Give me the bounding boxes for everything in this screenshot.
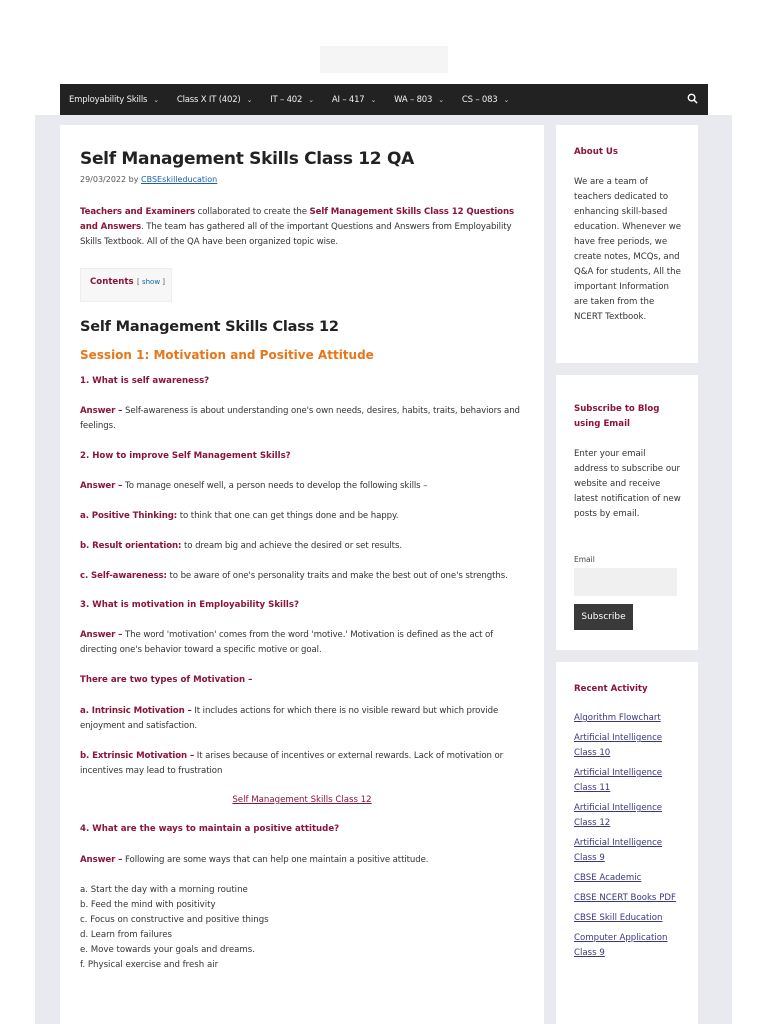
main-navbar xyxy=(60,84,708,115)
intro-highlight: Teachers and Examiners xyxy=(80,207,196,217)
recent-links-list xyxy=(574,711,682,966)
motivation-text: It arises because of incentives or external rewards. Lack of motivation or incentives may lead to frustration xyxy=(80,751,504,776)
post-meta xyxy=(80,175,217,184)
intro-highlight: Self Management Skills Class 12 Questions and Answers xyxy=(80,207,515,232)
search-icon[interactable] xyxy=(687,93,698,104)
recent-link[interactable]: Algorithm Flowchart xyxy=(574,713,661,723)
answer-2 xyxy=(80,479,528,494)
chevron-down-icon: ⌄ xyxy=(246,95,253,104)
answer-label: Answer – xyxy=(80,630,123,640)
table-of-contents xyxy=(80,268,172,302)
answer-3 xyxy=(80,628,528,658)
chevron-down-icon: ⌄ xyxy=(370,95,377,104)
skill-label: a. Positive Thinking: xyxy=(80,511,178,521)
nav-item-ai-417[interactable] xyxy=(323,84,385,115)
intrinsic-motivation xyxy=(80,704,528,734)
nav-item-label: IT – 402 xyxy=(270,94,303,105)
nav-item-label: WA – 803 xyxy=(394,94,433,105)
nav-item-label: CS – 083 xyxy=(461,94,498,105)
nav-item-wa-803[interactable] xyxy=(385,84,453,115)
post-date: 29/03/2022 xyxy=(80,175,127,184)
question-2: 2. How to improve Self Management Skills? xyxy=(80,451,291,461)
skill-text: to think that one can get things done and be happy. xyxy=(177,511,399,521)
list-item: a. Start the day with a morning routine xyxy=(80,885,248,895)
motivation-label: b. Extrinsic Motivation – xyxy=(80,751,195,761)
answer-text: Self-awareness is about understanding one's own needs, desires, habits, traits, behaviors and feelings. xyxy=(80,406,520,431)
answer-label: Answer – xyxy=(80,481,123,491)
page-title: Self Management Skills Class 12 QA xyxy=(80,149,414,169)
recent-link[interactable]: Artificial Intelligence Class 12 xyxy=(574,803,663,828)
nav-item-label: Employability Skills xyxy=(69,94,148,105)
about-text: We are a team of teachers dedicated to enhancing skill-based education. Whenever we have free periods, we create notes, MCQs, and Q&A for students, All the important Information are taken from the NCERT Textbook. xyxy=(574,177,682,322)
nav-item-it-402[interactable] xyxy=(261,84,323,115)
toc-bracket: [ xyxy=(137,278,140,286)
nav-item-class-x-it[interactable] xyxy=(168,84,261,115)
skill-label: c. Self-awareness: xyxy=(80,571,167,581)
extrinsic-motivation xyxy=(80,749,528,779)
chevron-down-icon: ⌄ xyxy=(503,95,510,104)
skill-a xyxy=(80,509,528,524)
answer-label: Answer – xyxy=(80,406,123,416)
list-item: f. Physical exercise and fresh air xyxy=(80,960,219,970)
motivation-types-heading: There are two types of Motivation – xyxy=(80,675,253,685)
subscribe-text: Enter your email address to subscribe our website and receive latest notification of new posts by email. xyxy=(574,449,681,519)
section-heading: Self Management Skills Class 12 xyxy=(80,319,339,335)
list-item: d. Learn from failures xyxy=(80,930,173,940)
nav-item-label: AI – 417 xyxy=(331,94,365,105)
chevron-down-icon: ⌄ xyxy=(308,95,314,104)
skill-text: to be aware of one's personality traits and make the best out of one's strengths. xyxy=(166,571,508,581)
recent-link[interactable]: CBSE NCERT Books PDF xyxy=(574,893,676,903)
list-item: b. Feed the mind with positivity xyxy=(80,900,216,910)
email-field[interactable] xyxy=(574,568,677,596)
nav-item-label: Class X IT (402) xyxy=(176,94,241,105)
nav-item-cs-083[interactable] xyxy=(453,84,518,115)
recent-activity-widget xyxy=(556,662,698,1024)
toc-show-link[interactable]: show xyxy=(141,278,161,286)
recent-link[interactable]: Artificial Intelligence Class 9 xyxy=(574,838,663,863)
chevron-down-icon: ⌄ xyxy=(438,95,444,104)
inline-article-link[interactable]: Self Management Skills Class 12 xyxy=(232,795,372,805)
question-3: 3. What is motivation in Employability Skills? xyxy=(80,600,299,610)
recent-link[interactable]: CBSE Academic xyxy=(574,873,642,883)
chevron-down-icon: ⌄ xyxy=(153,95,159,104)
article-content xyxy=(60,125,544,1024)
recent-link[interactable]: CBSE Skill Education xyxy=(574,913,663,923)
widget-title: Recent Activity xyxy=(574,684,648,694)
answer-label: Answer – xyxy=(80,855,123,865)
recent-link[interactable]: Computer Application Class 9 xyxy=(574,933,668,958)
answer-1 xyxy=(80,404,528,434)
skill-label: b. Result orientation: xyxy=(80,541,182,551)
motivation-label: a. Intrinsic Motivation – xyxy=(80,706,192,716)
recent-link[interactable]: Artificial Intelligence Class 10 xyxy=(574,733,663,758)
email-label: Email xyxy=(574,555,595,564)
answer-text: To manage oneself well, a person needs to develop the following skills – xyxy=(122,481,428,491)
about-us-widget xyxy=(556,125,698,363)
session-heading: Session 1: Motivation and Positive Attitude xyxy=(80,348,374,362)
positive-attitude-list xyxy=(80,883,269,973)
skill-b xyxy=(80,539,528,554)
subscribe-widget xyxy=(556,375,698,650)
intro-text: collaborated to create the xyxy=(195,207,310,217)
list-item: e. Move towards your goals and dreams. xyxy=(80,945,255,955)
recent-link[interactable]: Artificial Intelligence Class 11 xyxy=(574,768,663,793)
skill-c xyxy=(80,569,528,584)
question-4: 4. What are the ways to maintain a positive attitude? xyxy=(80,824,340,834)
subscribe-button[interactable]: Subscribe xyxy=(574,604,633,630)
answer-text: The word 'motivation' comes from the word 'motive.' Motivation is defined as the act of directing one's behavior toward a specific motive or goal. xyxy=(80,630,494,655)
question-1: 1. What is self awareness? xyxy=(80,376,210,386)
toc-bracket: ] xyxy=(162,278,166,286)
widget-title: About Us xyxy=(574,147,619,157)
widget-title: Subscribe to Blog using Email xyxy=(574,404,660,429)
answer-4 xyxy=(80,853,528,868)
site-logo[interactable] xyxy=(320,46,448,73)
intro-text: . The team has gathered all of the important Questions and Answers from Employability Skills Textbook. All of the QA have been organized topic wise. xyxy=(80,222,512,247)
motivation-text: It includes actions for which there is no visible reward but which provide enjoyment and satisfaction. xyxy=(80,706,499,731)
skill-text: to dream big and achieve the desired or set results. xyxy=(181,541,402,551)
author-link[interactable]: CBSEskilleducation xyxy=(141,175,218,184)
toc-label: Contents xyxy=(90,277,134,287)
answer-text: Following are some ways that can help one maintain a positive attitude. xyxy=(122,855,429,865)
list-item: c. Focus on constructive and positive things xyxy=(80,915,269,925)
intro-paragraph xyxy=(80,205,528,250)
nav-item-employability-skills[interactable] xyxy=(60,84,168,115)
post-by: by xyxy=(128,175,139,184)
toc-show-toggle[interactable] xyxy=(137,278,165,286)
